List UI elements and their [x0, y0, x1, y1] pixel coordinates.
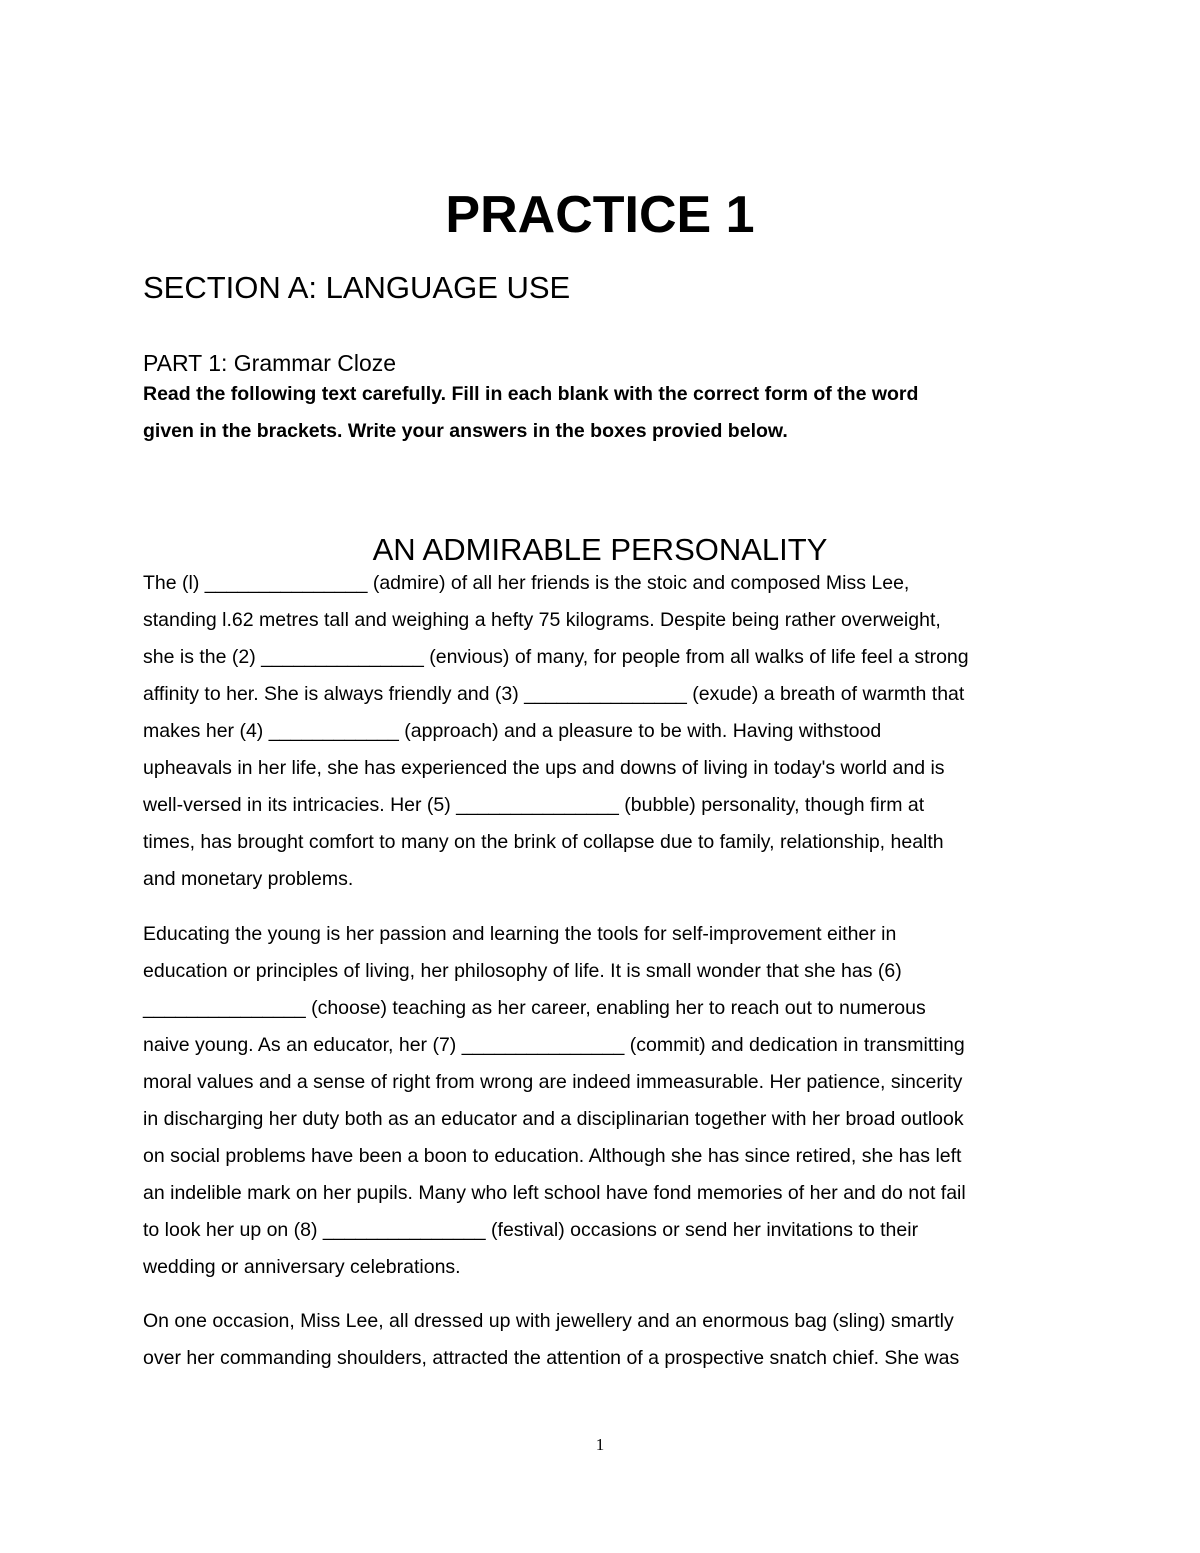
text-line: she is the (2) _______________ (envious) of many, for people from all walks of life feel a strong: [143, 646, 969, 668]
page-title: PRACTICE 1: [445, 186, 755, 244]
text-line: wedding or anniversary celebrations.: [143, 1256, 461, 1278]
text-line: over her commanding shoulders, attracted the attention of a prospective snatch chief. She was: [143, 1347, 960, 1369]
paragraph-2: [143, 916, 1063, 1286]
text-line: makes her (4) ____________ (approach) and a pleasure to be with. Having withstood: [143, 720, 882, 742]
text-line: standing l.62 metres tall and weighing a hefty 75 kilograms. Despite being rather overweight,: [143, 609, 941, 631]
text-line: _______________ (choose) teaching as her career, enabling her to reach out to numerous: [143, 997, 926, 1019]
passage-title: AN ADMIRABLE PERSONALITY: [372, 532, 828, 567]
page-number: 1: [595, 1435, 605, 1454]
instructions-line: given in the brackets. Write your answers in the boxes provied below.: [143, 420, 788, 442]
text-line: affinity to her. She is always friendly and (3) _______________ (exude) a breath of warmth that: [143, 683, 965, 705]
text-line: The (l) _______________ (admire) of all her friends is the stoic and composed Miss Lee,: [143, 572, 910, 594]
text-line: On one occasion, Miss Lee, all dressed up with jewellery and an enormous bag (sling) smartly: [143, 1310, 954, 1332]
text-line: to look her up on (8) _______________ (festival) occasions or send her invitations to their: [143, 1219, 919, 1241]
text-line: education or principles of living, her philosophy of life. It is small wonder that she has (6): [143, 960, 902, 982]
text-line: on social problems have been a boon to education. Although she has since retired, she has left: [143, 1145, 962, 1167]
text-line: Educating the young is her passion and learning the tools for self-improvement either in: [143, 923, 897, 945]
text-line: upheavals in her life, she has experienced the ups and downs of living in today's world and is: [143, 757, 945, 779]
text-line: in discharging her duty both as an educator and a disciplinarian together with her broad outlook: [143, 1108, 964, 1130]
text-line: well-versed in its intricacies. Her (5) _______________ (bubble) personality, though firm at: [143, 794, 925, 816]
paragraph-1: [143, 565, 1063, 898]
instructions: [143, 376, 1043, 450]
text-line: naive young. As an educator, her (7) _______________ (commit) and dedication in transmitting: [143, 1034, 965, 1056]
instructions-line: Read the following text carefully. Fill in each blank with the correct form of the word: [143, 383, 919, 405]
text-line: moral values and a sense of right from wrong are indeed immeasurable. Her patience, sincerity: [143, 1071, 963, 1093]
paragraph-3: [143, 1303, 1063, 1377]
text-line: an indelible mark on her pupils. Many who left school have fond memories of her and do not fail: [143, 1182, 966, 1204]
section-heading: SECTION A: LANGUAGE USE: [143, 270, 571, 305]
text-line: and monetary problems.: [143, 868, 354, 890]
text-line: times, has brought comfort to many on the brink of collapse due to family, relationship, health: [143, 831, 944, 853]
part-heading: PART 1: Grammar Cloze: [143, 350, 397, 376]
